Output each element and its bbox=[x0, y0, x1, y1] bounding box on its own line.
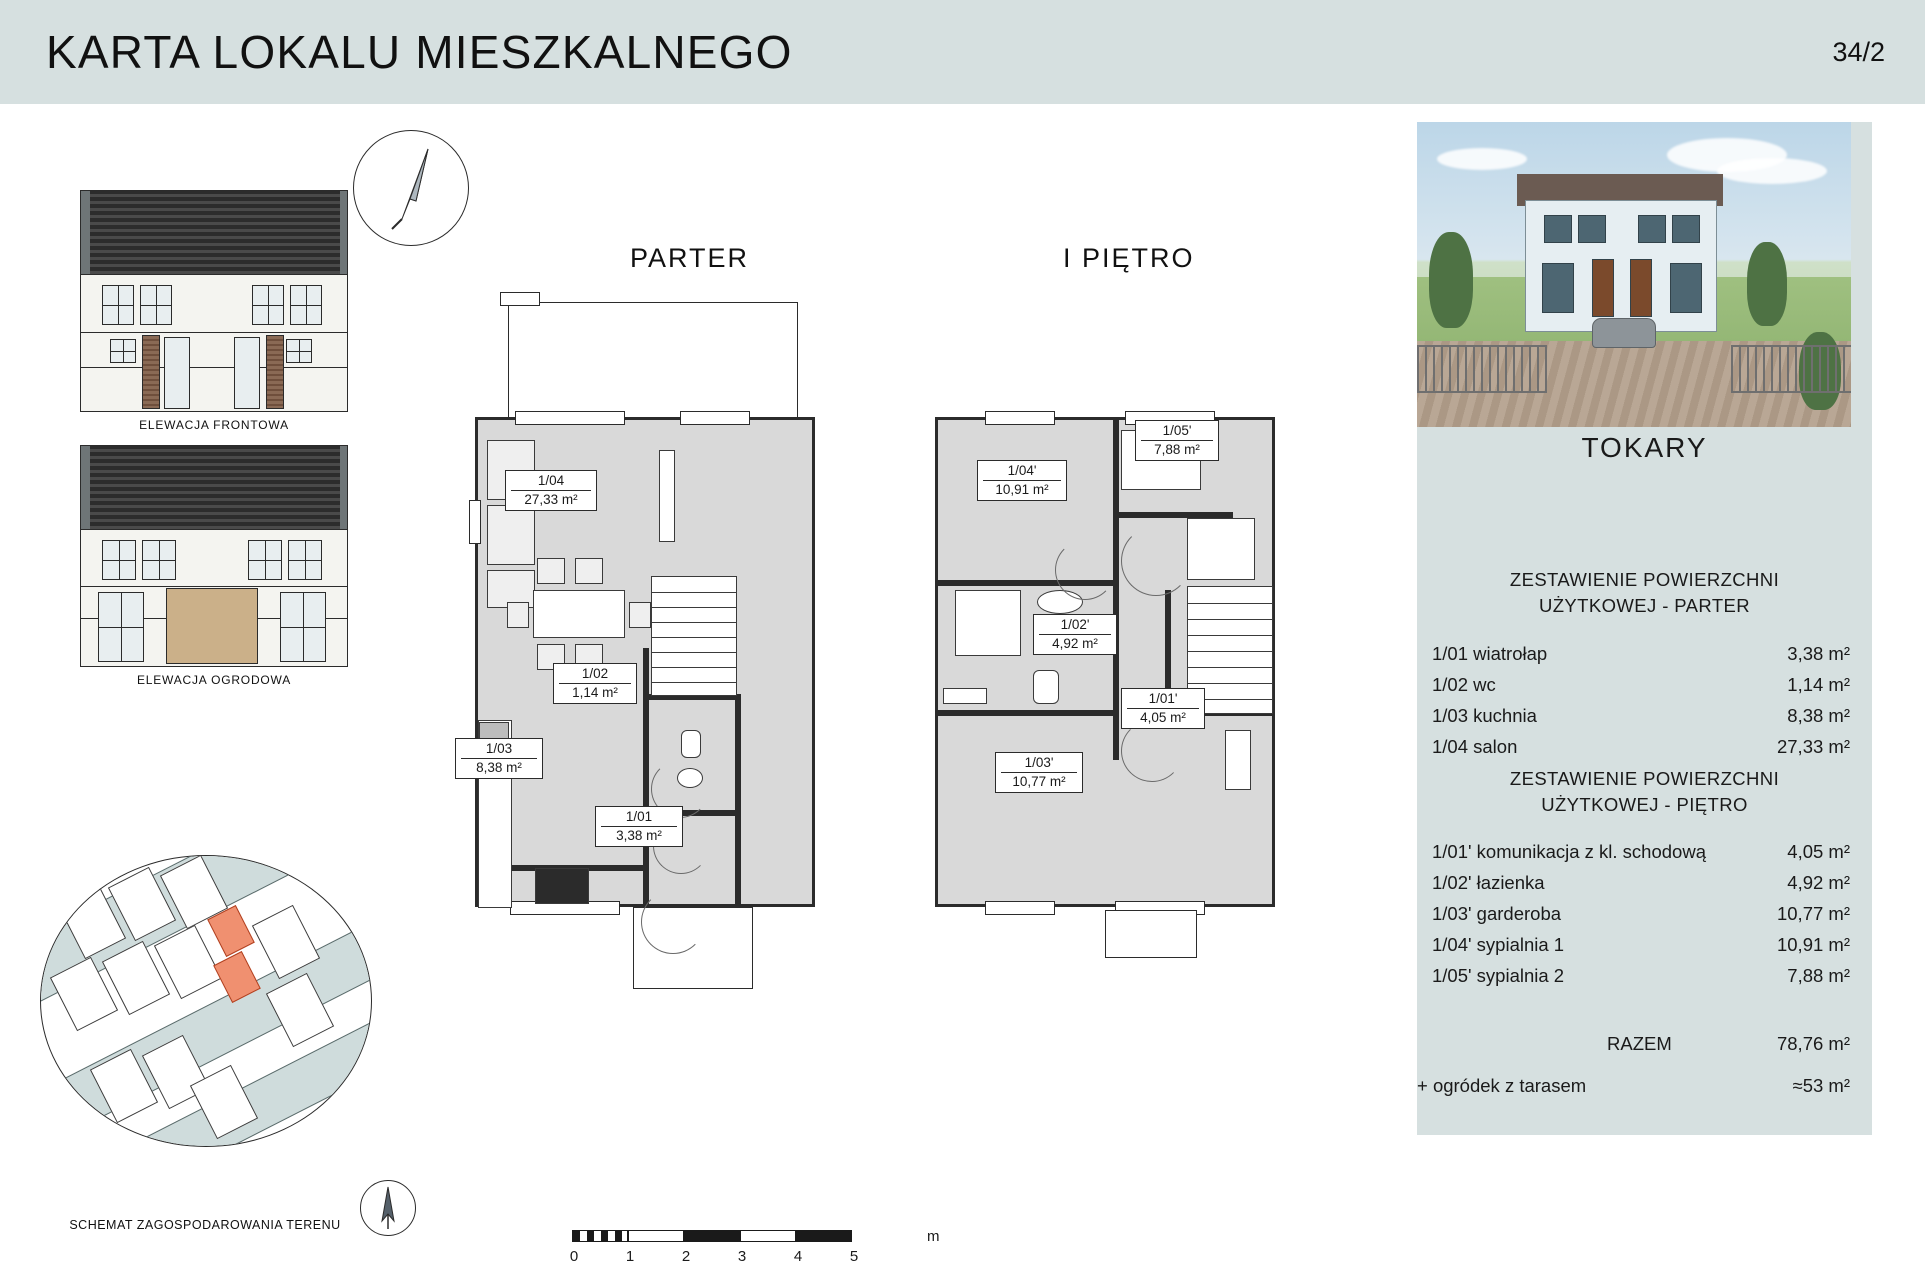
floorplan-first bbox=[925, 290, 1345, 1170]
page-title: KARTA LOKALU MIESZKALNEGO bbox=[46, 26, 793, 78]
interior-wall bbox=[935, 710, 1119, 716]
furniture-dining-table bbox=[533, 590, 625, 638]
elevation-garden bbox=[80, 445, 348, 687]
render-house bbox=[1525, 200, 1717, 332]
summary-row bbox=[1432, 700, 1850, 731]
furniture-toilet bbox=[681, 730, 701, 758]
window-symbol bbox=[680, 411, 750, 425]
plan-title-ground: PARTER bbox=[630, 243, 750, 273]
summary-row bbox=[1417, 1070, 1850, 1101]
summary-row bbox=[1432, 836, 1850, 867]
room-area: 10,77 m² bbox=[1001, 772, 1077, 790]
room-code: 1/04' bbox=[1007, 463, 1037, 478]
summary-extra-row bbox=[1417, 1070, 1850, 1101]
scale-tick: 0 bbox=[569, 1248, 579, 1265]
summary-row bbox=[1432, 929, 1850, 960]
summary-total-row bbox=[1432, 1028, 1850, 1059]
furniture-tall-unit bbox=[659, 450, 675, 542]
summary-row-label: 1/01' komunikacja z kl. schodową bbox=[1432, 841, 1706, 862]
summary-row-label: 1/02 wc bbox=[1432, 674, 1496, 695]
room-code: 1/05' bbox=[1162, 423, 1192, 438]
room-code: 1/03 bbox=[485, 741, 513, 756]
door-swing-icon bbox=[641, 890, 705, 954]
furniture-armchair bbox=[487, 505, 535, 565]
estate-name: TOKARY bbox=[1581, 432, 1708, 463]
summary-row-value: 10,77 m² bbox=[1776, 903, 1850, 924]
summary-row bbox=[1432, 731, 1850, 762]
scale-tick: 5 bbox=[849, 1248, 859, 1265]
facade-shape bbox=[80, 274, 348, 412]
page-header bbox=[0, 0, 1925, 104]
summary-row bbox=[1432, 669, 1850, 700]
room-code: 1/01 bbox=[625, 809, 653, 824]
summary-rows-ground bbox=[1432, 638, 1850, 762]
summary-row-value: 10,91 m² bbox=[1776, 934, 1850, 955]
room-code: 1/04 bbox=[537, 473, 565, 488]
summary-row-value: 27,33 m² bbox=[1776, 736, 1850, 757]
summary-row-label: 1/03 kuchnia bbox=[1432, 705, 1537, 726]
room-area: 1,14 m² bbox=[559, 683, 631, 701]
furniture-chair bbox=[507, 602, 529, 628]
furniture-chair bbox=[575, 558, 603, 584]
scale-tick: 1 bbox=[625, 1248, 635, 1265]
facade-shape bbox=[80, 529, 348, 667]
summary-row-value: 4,92 m² bbox=[1787, 872, 1850, 893]
summary-row-label: 1/04' sypialnia 1 bbox=[1432, 934, 1565, 955]
window-symbol bbox=[985, 901, 1055, 915]
site-plan bbox=[40, 855, 372, 1147]
room-tag-1-01 bbox=[595, 806, 683, 847]
summary-heading-ground-line2: UŻYTKOWEJ - PARTER bbox=[1538, 595, 1751, 616]
window-symbol bbox=[985, 411, 1055, 425]
site-plan-caption: SCHEMAT ZAGOSPODAROWANIA TERENU bbox=[69, 1218, 341, 1232]
staircase bbox=[651, 576, 737, 696]
interior-wall bbox=[1113, 420, 1119, 580]
summary-heading-first-line1: ZESTAWIENIE POWIERZCHNI bbox=[1509, 768, 1780, 789]
elevation-garden-drawing bbox=[80, 445, 348, 667]
room-code: 1/02 bbox=[581, 666, 609, 681]
room-area: 4,05 m² bbox=[1127, 708, 1199, 726]
summary-row-value: 3,38 m² bbox=[1787, 643, 1850, 664]
summary-heading-ground-line1: ZESTAWIENIE POWIERZCHNI bbox=[1509, 569, 1780, 590]
window-symbol bbox=[515, 411, 625, 425]
summary-row bbox=[1432, 638, 1850, 669]
plan-title-first: I PIĘTRO bbox=[1063, 243, 1195, 273]
interior-wall bbox=[735, 694, 741, 910]
room-tag-1-03 bbox=[995, 752, 1083, 793]
summary-row-value: 8,38 m² bbox=[1787, 705, 1850, 726]
extra-value: ≈53 m² bbox=[1792, 1075, 1850, 1096]
summary-row-label: 1/03' garderoba bbox=[1432, 903, 1562, 924]
room-tag-1-05 bbox=[1135, 420, 1219, 461]
summary-rows-first bbox=[1432, 836, 1850, 991]
render-car bbox=[1592, 318, 1656, 348]
summary-row-label: 1/04 salon bbox=[1432, 736, 1518, 757]
floorplan-ground bbox=[455, 290, 875, 1170]
room-area: 27,33 m² bbox=[511, 490, 591, 508]
summary-row-label: 1/01 wiatrołap bbox=[1432, 643, 1548, 664]
room-area: 3,38 m² bbox=[601, 826, 677, 844]
summary-row-label: 1/05' sypialnia 2 bbox=[1432, 965, 1565, 986]
building-render-image bbox=[1417, 122, 1851, 427]
room-tag-1-04 bbox=[505, 470, 597, 511]
scale-tick: 2 bbox=[681, 1248, 691, 1265]
summary-heading-ground bbox=[1417, 567, 1872, 619]
terrace-step bbox=[500, 292, 540, 306]
door-swing-icon bbox=[1121, 720, 1183, 782]
window-symbol bbox=[469, 500, 481, 544]
furniture-shower bbox=[955, 590, 1021, 656]
room-tag-1-03 bbox=[455, 738, 543, 779]
room-tag-1-02 bbox=[1033, 614, 1117, 655]
scale-unit: m bbox=[927, 1228, 940, 1245]
room-area: 10,91 m² bbox=[983, 480, 1061, 498]
summary-heading-first bbox=[1417, 766, 1872, 818]
room-tag-1-02 bbox=[553, 663, 637, 704]
summary-row-value: 1,14 m² bbox=[1787, 674, 1850, 695]
summary-row-label: 1/02' łazienka bbox=[1432, 872, 1545, 893]
summary-row-value: 7,88 m² bbox=[1787, 965, 1850, 986]
north-arrow-icon bbox=[353, 130, 469, 246]
unit-code: 34/2 bbox=[1832, 36, 1885, 67]
room-code: 1/02' bbox=[1060, 617, 1090, 632]
scale-tick: 4 bbox=[793, 1248, 803, 1265]
summary-row bbox=[1432, 867, 1850, 898]
summary-row bbox=[1432, 1028, 1850, 1059]
furniture-toilet bbox=[1033, 670, 1059, 704]
elevation-front-caption: ELEWACJA FRONTOWA bbox=[139, 418, 289, 432]
elevation-front-drawing bbox=[80, 190, 348, 412]
total-value: 78,76 m² bbox=[1776, 1033, 1850, 1054]
render-fence bbox=[1417, 345, 1547, 393]
balcony-outline bbox=[1105, 910, 1197, 958]
elevation-front bbox=[80, 190, 348, 432]
furniture-cabinet bbox=[1225, 730, 1251, 790]
summary-row bbox=[1432, 898, 1850, 929]
room-tag-1-01 bbox=[1121, 688, 1205, 729]
elevation-garden-caption: ELEWACJA OGRODOWA bbox=[136, 673, 292, 687]
furniture-chair bbox=[629, 602, 651, 628]
render-tree bbox=[1747, 242, 1787, 326]
room-area: 4,92 m² bbox=[1039, 634, 1111, 652]
furniture-chair bbox=[537, 558, 565, 584]
summary-row-value: 4,05 m² bbox=[1787, 841, 1850, 862]
scale-tick: 3 bbox=[737, 1248, 747, 1265]
total-label: RAZEM bbox=[1607, 1033, 1672, 1054]
extra-label: + ogródek z tarasem bbox=[1417, 1075, 1587, 1096]
summary-row bbox=[1432, 960, 1850, 991]
room-code: 1/01' bbox=[1148, 691, 1178, 706]
summary-heading-first-line2: UŻYTKOWEJ - PIĘTRO bbox=[1541, 794, 1748, 815]
stair-landing bbox=[1187, 518, 1255, 580]
room-area: 7,88 m² bbox=[1141, 440, 1213, 458]
room-code: 1/03' bbox=[1024, 755, 1054, 770]
furniture-washer bbox=[943, 688, 987, 704]
room-tag-1-04 bbox=[977, 460, 1067, 501]
roof-shape bbox=[80, 445, 348, 529]
furniture-appliance bbox=[535, 868, 589, 904]
render-tree bbox=[1429, 232, 1473, 328]
roof-shape bbox=[80, 190, 348, 274]
render-fence bbox=[1731, 345, 1851, 393]
interior-wall bbox=[1113, 580, 1119, 760]
room-area: 8,38 m² bbox=[461, 758, 537, 776]
door-swing-icon bbox=[1055, 540, 1115, 600]
door-swing-icon bbox=[1121, 526, 1191, 596]
